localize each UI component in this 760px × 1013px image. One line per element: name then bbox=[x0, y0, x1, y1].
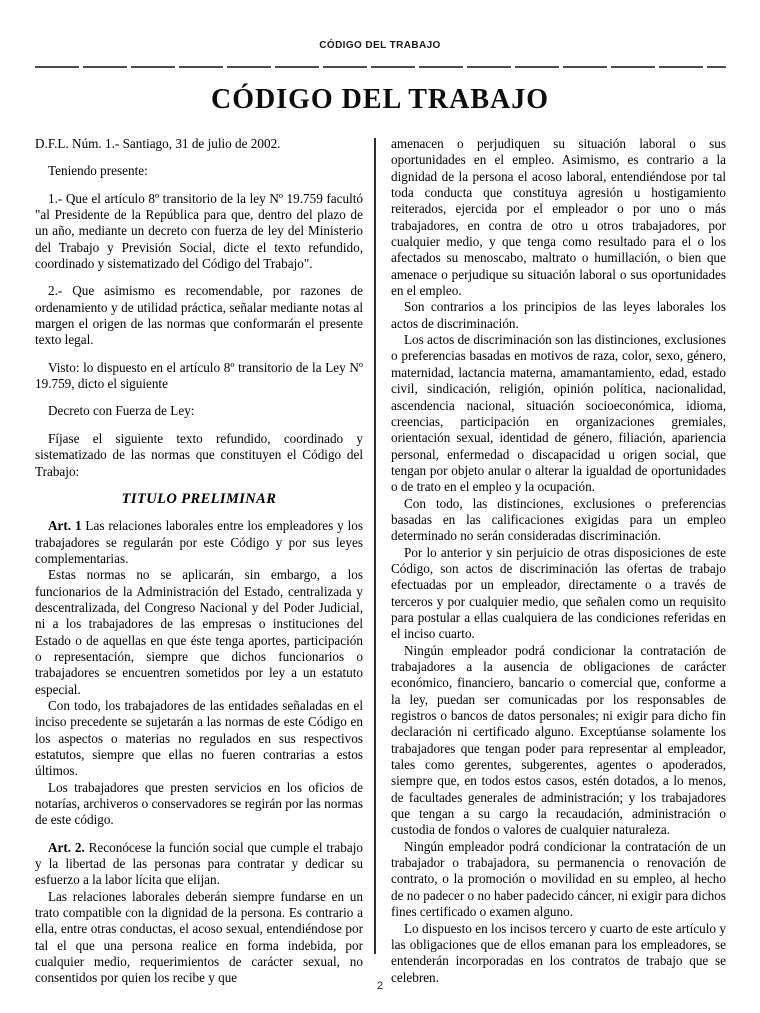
column-divider-rule bbox=[374, 138, 376, 954]
paragraph: Teniendo presente: bbox=[48, 163, 148, 179]
paragraph: Lo dispuesto en los incisos tercero y cuarto de este artículo y las obligaciones que de ellos emanan para los empleadores, se entenderán incorporadas en los contratos de trabajo que se celebren. bbox=[391, 920, 726, 985]
running-head: CÓDIGO DEL TRABAJO bbox=[319, 40, 441, 51]
paragraph: Los trabajadores que presten servicios en los oficios de notarías, archiveros o conservadores se regirán por las normas de este código. bbox=[35, 779, 363, 828]
paragraph: 2.- Que asimismo es recomendable, por razones de ordenamiento y de utilidad práctica, señalar mediante notas al margen el origen de las normas que conformarán el presente texto legal. bbox=[35, 283, 363, 348]
paragraph: Fíjase el siguiente texto refundido, coordinado y sistematizado de las normas que constituyen el Código del Trabajo: bbox=[35, 430, 363, 479]
section-heading: TITULO PRELIMINAR bbox=[121, 490, 277, 507]
paragraph: D.F.L. Núm. 1.- Santiago, 31 de julio de 2002. bbox=[35, 136, 281, 151]
right-column bbox=[391, 136, 726, 987]
paragraph: Ningún empleador podrá condicionar la contratación de un trabajador o trabajadora, su permanencia o renovación de contrato, o la promoción o movilidad en su empleo, al hecho de no padecer o no haber padecido cáncer, ni exigir para dichos fines certificado o examen alguno. bbox=[391, 838, 726, 920]
paragraph: amenacen o perjudiquen su situación laboral o sus oportunidades en el empleo. Asimismo, es contrario a la dignidad de la persona el acoso laboral, entendiéndose por tal toda conducta que constituya agresión u hostigamiento reiterados, ejercida por el empleador o por uno o más trabajadores, en contra de otro u otros trabajadores, por cualquier medio, y que tenga como resultado para el o los afectados su menoscabo, maltrato o humillación, o bien que amenace o perjudique su situación laboral o sus oportunidades en el empleo. bbox=[391, 136, 726, 299]
article-number: Art. 1 bbox=[48, 518, 82, 534]
paragraph: Art. 2. Reconócese la función social que cumple el trabajo y la libertad de las personas para contratar y dedicar su esfuerzo a la labor lícita que elijan. bbox=[35, 839, 363, 888]
two-column-body bbox=[35, 136, 726, 987]
paragraph: Estas normas no se aplicarán, sin embargo, a los funcionarios de la Administración del Estado, centralizada y descentralizada, del Congreso Nacional y del Poder Judicial, ni a los trabajadores de las empresas o instituciones del Estado o de aquellas en que éste tenga aportes, participación o representación, siempre que dichos funcionarios o trabajadores se encuentren sometidos por ley a un estatuto especial. bbox=[35, 567, 363, 697]
paragraph: Por lo anterior y sin perjuicio de otras disposiciones de este Código, son actos de discriminación las ofertas de trabajo efectuadas por un empleador, directamente o a través de terceros y por cualquier medio, que señalen como un requisito para postular a ellas cualquiera de las condiciones referidas en el inciso cuarto. bbox=[391, 544, 726, 642]
paragraph: 1.- Que el artículo 8º transitorio de la ley Nº 19.759 facultó "al Presidente de la República para que, dentro del plazo de un año, mediante un decreto con fuerza de ley del Ministerio del Trabajo y Previsión Social, dicte el texto refundido, coordinado y sistematizado del Código del Trabajo". bbox=[35, 190, 363, 272]
page-number: 2 bbox=[376, 980, 384, 992]
paragraph: Ningún empleador podrá condicionar la contratación de trabajadores a la ausencia de obligaciones de carácter económico, financiero, bancario o comercial que, conforme a la ley, puedan ser comunicadas por los responsables de registros o bancos de datos personales; ni exigir para dicho fin declaración ni certificado alguno. Exceptúanse solamente los trabajadores que tengan poder para representar al empleador, tales como gerentes, subgerentes, agentes o apoderados, siempre que, en todos estos casos, estén dotados, a lo menos, de facultades generales de administración; y los trabajadores que tengan a su cargo la recaudación, administración o custodia de fondos o valores de cualquier naturaleza. bbox=[391, 642, 726, 838]
page-title: CÓDIGO DEL TRABAJO bbox=[211, 84, 549, 115]
article-number: Art. 2. bbox=[48, 839, 85, 855]
paragraph: Con todo, los trabajadores de las entidades señaladas en el inciso precedente se sujetarán a las normas de este Código en los aspectos o materias no regulados en sus respectivos estatutos, siempre que ellas no fueren contrarias a estos últimos. bbox=[35, 697, 363, 779]
header-rule bbox=[35, 66, 726, 68]
column-gap bbox=[363, 136, 391, 987]
paragraph: Son contrarios a los principios de las leyes laborales los actos de discriminación. bbox=[391, 299, 726, 331]
left-column bbox=[35, 136, 363, 987]
paragraph: Con todo, las distinciones, exclusiones o preferencias basadas en las calificaciones exigidas para un empleo determinado no serán consideradas discriminación. bbox=[391, 495, 726, 544]
paragraph: Visto: lo dispuesto en el artículo 8º transitorio de la Ley Nº 19.759, dicto el siguiente bbox=[35, 359, 363, 392]
paragraph: Las relaciones laborales deberán siempre fundarse en un trato compatible con la dignidad de la persona. Es contrario a ella, entre otras conductas, el acoso sexual, entendiéndose por tal el que una persona realice en forma indebida, por cualquier medio, requerimientos de carácter sexual, no consentidos por quien los recibe y que bbox=[35, 888, 363, 986]
paragraph: Art. 1 Las relaciones laborales entre los empleadores y los trabajadores se regularán por este Código y por sus leyes complementarias. bbox=[35, 518, 363, 566]
paragraph: Los actos de discriminación son las distinciones, exclusiones o preferencias basadas en motivos de raza, color, sexo, género, maternidad, lactancia materna, amamantamiento, edad, estado civil, sindicación, religión, opinión política, nacionalidad, ascendencia nacional, situación socioeconómica, idioma, creencias, participación en organizaciones gremiales, orientación sexual, identidad de género, filiación, apariencia personal, enfermedad o discapacidad u origen social, que tengan por objeto anular o alterar la igualdad de oportunidades o de trato en el empleo y la ocupación. bbox=[391, 332, 726, 495]
paragraph: Decreto con Fuerza de Ley: bbox=[48, 403, 195, 419]
